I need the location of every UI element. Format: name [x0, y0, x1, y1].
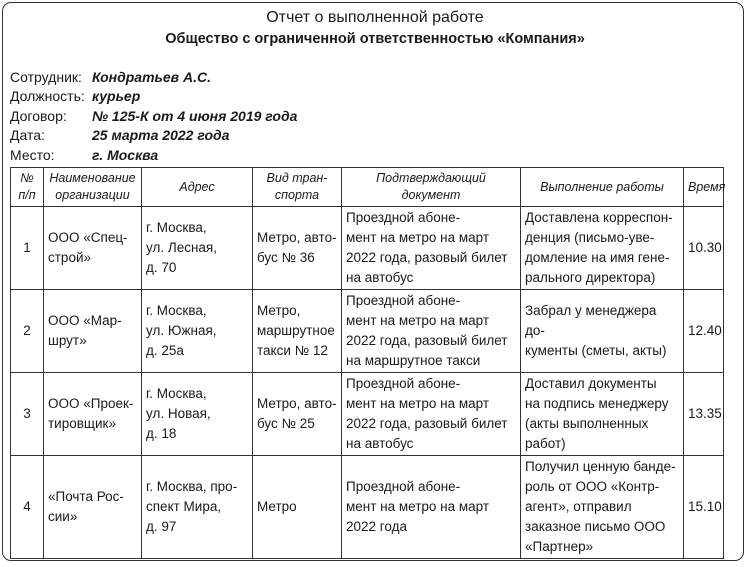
header-document: Подтверждающий документ: [342, 168, 521, 207]
row-organization: ООО «Проек- тировщик»: [44, 373, 142, 456]
row-transport: Метро: [253, 456, 342, 559]
row-work: Доставил документы на подпись менеджеру (акты выполненных работ): [521, 373, 684, 456]
place-label: Место:: [10, 146, 55, 163]
row-address: г. Москва, ул. Новая, д. 18: [142, 373, 253, 456]
row-transport: Метро, авто- бус № 25: [253, 373, 342, 456]
row-organization: ООО «Спец- строй»: [44, 207, 142, 290]
row-transport: Метро, авто- бус № 36: [253, 207, 342, 290]
header-number: № п/п: [11, 168, 44, 207]
row-work: Забрал у менеджера до- кументы (сметы, акты): [521, 290, 684, 373]
row-transport: Метро, маршрутное такси № 12: [253, 290, 342, 373]
row-time: 10.30: [684, 207, 724, 290]
position-label: Должность:: [10, 88, 85, 105]
work-report-table: [10, 167, 724, 559]
position-value: курьер: [92, 88, 141, 105]
row-address: г. Москва, ул. Южная, д. 25а: [142, 290, 253, 373]
row-organization: «Почта Рос- сии»: [44, 456, 142, 559]
contract-label: Договор:: [10, 107, 67, 124]
header-organization: Наименование организации: [44, 168, 142, 207]
table-header-row: [11, 168, 724, 207]
row-work: Получил ценную банде- роль от ООО «Контр- агент», отправил заказное письмо ООО «Партнер»: [521, 456, 684, 559]
table-row: [11, 207, 724, 290]
row-document: Проездной абоне- мент на метро на март 2022 года: [342, 456, 521, 559]
row-organization: ООО «Мар- шрут»: [44, 290, 142, 373]
row-time: 12.40: [684, 290, 724, 373]
header-time: Время: [684, 168, 724, 207]
employee-value: Кондратьев А.С.: [92, 68, 211, 85]
date-label: Дата:: [10, 127, 45, 144]
table-row: [11, 456, 724, 559]
header-transport: Вид тран- спорта: [253, 168, 342, 207]
row-number: 4: [11, 456, 44, 559]
contract-row: [10, 106, 297, 126]
document-title: Отчет о выполненной работе: [266, 9, 484, 26]
place-row: [10, 145, 297, 165]
row-time: 13.35: [684, 373, 724, 456]
row-address: г. Москва, про- спект Мира, д. 97: [142, 456, 253, 559]
report-details: [10, 67, 297, 165]
date-value: 25 марта 2022 года: [92, 127, 230, 144]
date-row: [10, 126, 297, 146]
row-time: 15.10: [684, 456, 724, 559]
table-row: [11, 290, 724, 373]
row-address: г. Москва, ул. Лесная, д. 70: [142, 207, 253, 290]
row-number: 1: [11, 207, 44, 290]
row-document: Проездной абоне- мент на метро на март 2022 года, разовый билет на маршрутное такси: [342, 290, 521, 373]
position-row: [10, 87, 297, 107]
employee-row: [10, 67, 297, 87]
row-work: Доставлена корреспон- денция (письмо-уве- домление на имя гене- рального директора): [521, 207, 684, 290]
row-number: 3: [11, 373, 44, 456]
employee-label: Сотрудник:: [10, 68, 82, 85]
row-document: Проездной абоне- мент на метро на март 2022 года, разовый билет на автобус: [342, 373, 521, 456]
table-row: [11, 373, 724, 456]
header-address: Адрес: [142, 168, 253, 207]
header-work: Выполнение работы: [521, 168, 684, 207]
row-number: 2: [11, 290, 44, 373]
organization-name: Общество с ограниченной ответственностью «Компания»: [165, 31, 585, 47]
row-document: Проездной абоне- мент на метро на март 2022 года, разовый билет на автобус: [342, 207, 521, 290]
place-value: г. Москва: [92, 146, 159, 163]
contract-value: № 125-К от 4 июня 2019 года: [92, 107, 298, 124]
